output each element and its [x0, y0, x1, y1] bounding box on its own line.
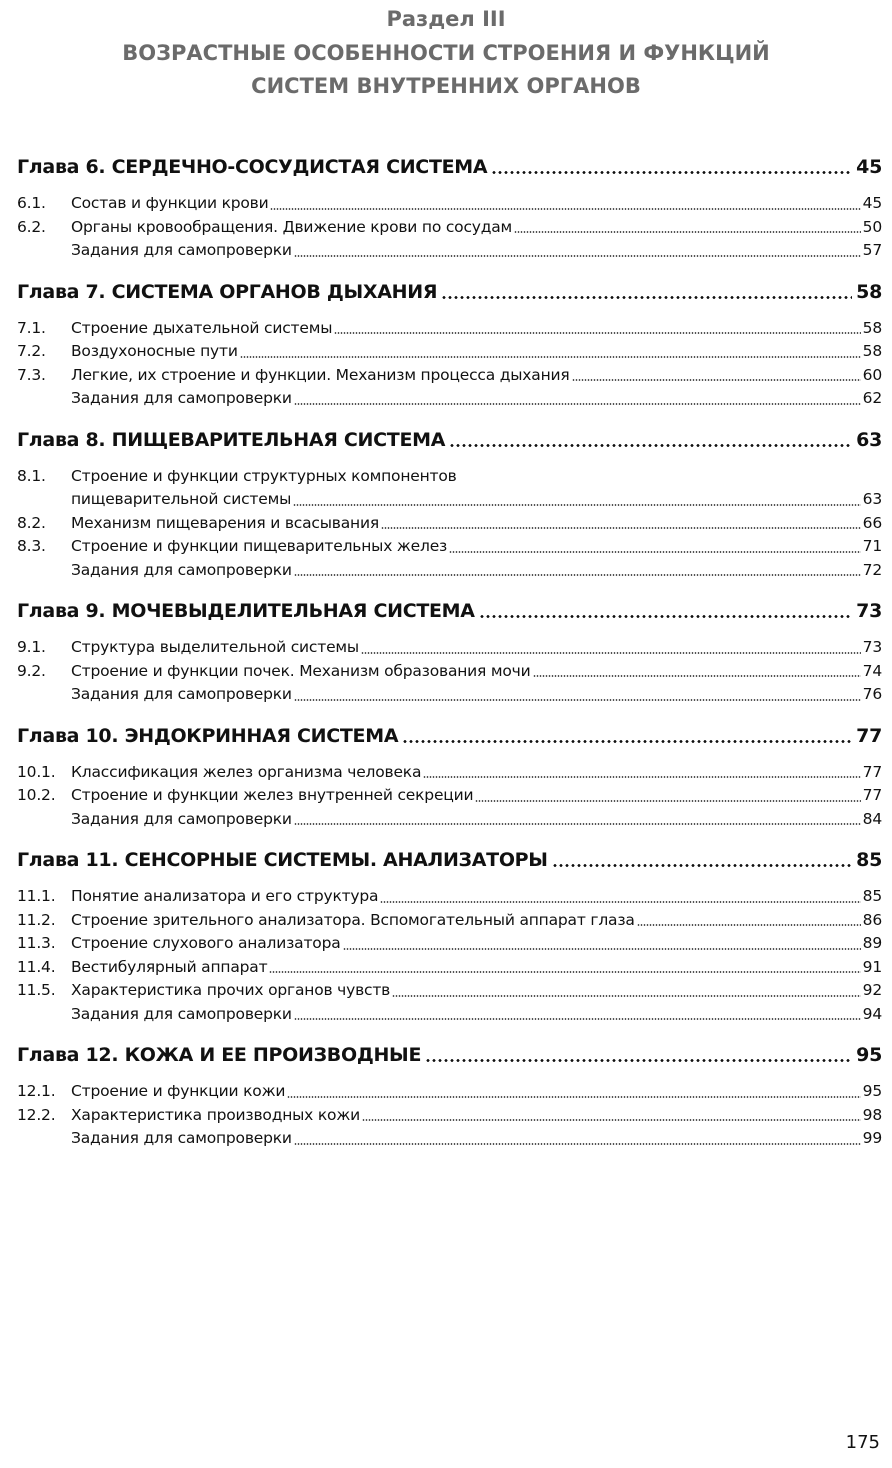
dot-leader [287, 1096, 860, 1098]
toc-entry-first-line [17, 465, 882, 489]
chapter-heading[interactable] [17, 150, 882, 184]
toc-entry[interactable] [17, 1080, 882, 1104]
entry-title: Понятие анализатора и его структура [71, 887, 379, 905]
entry-page: 66 [862, 513, 882, 532]
dot-leader [381, 527, 861, 529]
entry-number: 11.2. [17, 910, 56, 929]
entry-page: 60 [862, 365, 882, 384]
toc-entry[interactable] [17, 909, 882, 933]
dot-leader [402, 740, 852, 743]
toc-entry[interactable] [17, 512, 882, 536]
section-title-line: СИСТЕМ ВНУТРЕННИХ ОРГАНОВ [251, 74, 641, 98]
toc-entry[interactable] [17, 979, 882, 1003]
entry-number: 9.1. [17, 638, 46, 656]
dot-leader [362, 1119, 861, 1121]
entry-number: 7.2. [17, 342, 46, 360]
entry-number: 10.2. [17, 786, 56, 804]
entry-page: 58 [862, 318, 882, 337]
entry-number: 8.3. [17, 537, 46, 555]
dot-leader [392, 995, 861, 997]
dot-leader [449, 444, 852, 447]
entry-page: 95 [862, 1082, 882, 1100]
toc-entry[interactable] [17, 636, 882, 660]
toc-entry[interactable] [17, 808, 882, 832]
entry-page: 77 [862, 762, 882, 781]
dot-leader [533, 675, 861, 677]
entry-page: 91 [862, 957, 882, 976]
toc-entry[interactable] [17, 535, 882, 559]
entry-page: 92 [862, 981, 882, 999]
toc-entry[interactable] [17, 559, 882, 583]
entry-page: 58 [862, 342, 882, 360]
entry-title: Задания для самопроверки [71, 685, 292, 703]
entry-title: Воздухоносные пути [71, 342, 238, 360]
chapter-block [17, 423, 882, 583]
dot-leader [572, 379, 861, 381]
entry-number: 11.3. [17, 934, 56, 952]
dot-leader [491, 171, 852, 174]
toc-entry[interactable] [17, 885, 882, 909]
toc-entry[interactable] [17, 192, 882, 216]
entry-title: Строение и функции почек. Механизм образования мочи [71, 661, 531, 680]
chapter-title: Глава 7. СИСТЕМА ОРГАНОВ ДЫХАНИЯ [17, 280, 438, 303]
chapter-page: 77 [856, 724, 882, 747]
entry-page: 45 [862, 194, 882, 212]
toc-entry[interactable] [17, 956, 882, 980]
dot-leader [240, 356, 861, 358]
dot-leader [425, 1059, 852, 1062]
entry-number: 6.1. [17, 194, 46, 212]
entry-title: Строение и функции структурных компонентов [71, 466, 457, 485]
toc-entry[interactable] [17, 784, 882, 808]
chapter-page: 63 [856, 428, 882, 451]
chapter-block [17, 1038, 882, 1151]
entry-page: 76 [862, 685, 882, 703]
dot-leader [294, 403, 861, 405]
entry-title: пищеварительной системы [71, 490, 292, 508]
dot-leader [294, 823, 861, 825]
entry-number: 8.2. [17, 513, 46, 532]
entry-title: Характеристика производных кожи [71, 1105, 360, 1124]
chapter-heading[interactable] [17, 275, 882, 309]
entry-title: Задания для самопроверки [71, 389, 292, 407]
entry-title: Задания для самопроверки [71, 809, 292, 828]
dot-leader [294, 574, 861, 576]
dot-leader [334, 332, 860, 334]
toc-entry[interactable] [17, 387, 882, 411]
entry-number: 11.5. [17, 981, 56, 999]
entry-page: 50 [862, 217, 882, 236]
entry-page: 71 [862, 537, 882, 555]
entry-title: Задания для самопроверки [71, 1129, 292, 1147]
toc-entry[interactable] [17, 340, 882, 364]
section-title [0, 37, 892, 103]
chapter-page: 73 [856, 600, 882, 622]
dot-leader [343, 948, 861, 950]
dot-leader [380, 901, 860, 903]
section-title-line: ВОЗРАСТНЫЕ ОСОБЕННОСТИ СТРОЕНИЯ И ФУНКЦИЙ [122, 41, 770, 65]
chapter-page: 95 [856, 1044, 882, 1066]
toc-entry[interactable] [17, 1003, 882, 1027]
toc-entry[interactable] [17, 364, 882, 388]
dot-leader [475, 800, 860, 802]
entry-title: Легкие, их строение и функции. Механизм процесса дыхания [71, 365, 570, 384]
dot-leader [514, 231, 861, 233]
entry-title: Механизм пищеварения и всасывания [71, 513, 379, 532]
chapter-block [17, 275, 882, 411]
chapter-block [17, 150, 882, 263]
chapter-page: 85 [856, 849, 882, 871]
entry-number: 6.2. [17, 217, 46, 236]
entry-page: 89 [862, 934, 882, 952]
entry-title: Строение дыхательной системы [71, 318, 333, 337]
chapter-title: Глава 6. СЕРДЕЧНО-СОСУДИСТАЯ СИСТЕМА [17, 156, 488, 178]
chapter-heading[interactable] [17, 1038, 882, 1072]
entry-number: 9.2. [17, 661, 46, 680]
entry-number: 7.1. [17, 318, 46, 337]
entry-number: 10.1. [17, 762, 56, 781]
chapter-title: Глава 9. МОЧЕВЫДЕЛИТЕЛЬНАЯ СИСТЕМА [17, 600, 475, 622]
section-label: Раздел III [386, 7, 506, 31]
toc-entry[interactable] [17, 1104, 882, 1128]
dot-leader [361, 652, 861, 654]
entry-page: 86 [862, 910, 882, 929]
dot-leader [293, 504, 861, 506]
entry-title: Структура выделительной системы [71, 638, 359, 656]
toc-entry[interactable] [17, 216, 882, 240]
chapter-page: 58 [856, 280, 882, 303]
chapter-title: Глава 11. СЕНСОРНЫЕ СИСТЕМЫ. АНАЛИЗАТОРЫ [17, 849, 548, 871]
chapter-block [17, 843, 882, 1026]
dot-leader [479, 615, 852, 618]
chapter-heading[interactable] [17, 719, 882, 753]
dot-leader [637, 924, 861, 926]
entry-page: 98 [862, 1105, 882, 1124]
dot-leader [449, 551, 861, 553]
table-of-contents [17, 150, 882, 1163]
chapter-heading[interactable] [17, 594, 882, 628]
entry-page: 63 [862, 490, 882, 508]
dot-leader [294, 255, 861, 257]
entry-title: Строение зрительного анализатора. Вспомогательный аппарат глаза [71, 910, 635, 929]
entry-page: 73 [862, 638, 882, 656]
entry-title: Строение и функции желез внутренней секреции [71, 786, 474, 804]
chapter-page: 45 [856, 156, 882, 178]
chapter-title: Глава 10. ЭНДОКРИННАЯ СИСТЕМА [17, 724, 399, 747]
entry-title: Строение и функции кожи [71, 1082, 286, 1100]
toc-entry[interactable] [17, 761, 882, 785]
chapter-heading[interactable] [17, 423, 882, 457]
entry-number: 12.1. [17, 1082, 56, 1100]
chapter-title: Глава 12. КОЖА И ЕЕ ПРОИЗВОДНЫЕ [17, 1044, 422, 1066]
entry-page: 77 [862, 786, 882, 804]
entry-number: 11.1. [17, 887, 56, 905]
entry-number: 11.4. [17, 957, 56, 976]
entry-title: Вестибулярный аппарат [71, 957, 268, 976]
chapter-block [17, 594, 882, 707]
dot-leader [270, 208, 860, 210]
entry-page: 94 [862, 1004, 882, 1023]
toc-entry[interactable] [17, 1127, 882, 1151]
toc-entry[interactable] [17, 683, 882, 707]
entry-number: 7.3. [17, 365, 46, 384]
entry-title: Органы кровообращения. Движение крови по сосудам [71, 217, 513, 236]
dot-leader [423, 776, 860, 778]
entry-page: 84 [862, 809, 882, 828]
dot-leader [294, 699, 861, 701]
entry-title: Строение слухового анализатора [71, 934, 341, 952]
dot-leader [294, 1018, 861, 1020]
chapter-title: Глава 8. ПИЩЕВАРИТЕЛЬНАЯ СИСТЕМА [17, 428, 446, 451]
entry-title: Задания для самопроверки [71, 241, 292, 259]
entry-title: Строение и функции пищеварительных желез [71, 537, 448, 555]
dot-leader [294, 1143, 861, 1145]
toc-entry[interactable] [17, 488, 882, 512]
entry-title: Состав и функции крови [71, 194, 269, 212]
dot-leader [441, 296, 852, 299]
dot-leader [552, 864, 852, 867]
entry-title: Задания для самопроверки [71, 560, 292, 579]
entry-number: 8.1. [17, 466, 46, 485]
entry-page: 62 [862, 389, 882, 407]
entry-title: Характеристика прочих органов чувств [71, 981, 391, 999]
entry-title: Задания для самопроверки [71, 1004, 292, 1023]
dot-leader [269, 971, 860, 973]
toc-entry[interactable] [17, 932, 882, 956]
chapter-block [17, 719, 882, 832]
entry-title: Классификация желез организма человека [71, 762, 422, 781]
entry-number: 12.2. [17, 1105, 56, 1124]
toc-entry[interactable] [17, 317, 882, 341]
entry-page: 99 [862, 1129, 882, 1147]
toc-entry[interactable] [17, 239, 882, 263]
entry-page: 74 [862, 661, 882, 680]
entry-page: 85 [862, 887, 882, 905]
toc-entry[interactable] [17, 660, 882, 684]
page-number: 175 [845, 1432, 880, 1453]
entry-page: 72 [862, 560, 882, 579]
entry-page: 57 [862, 241, 882, 259]
chapter-heading[interactable] [17, 843, 882, 877]
